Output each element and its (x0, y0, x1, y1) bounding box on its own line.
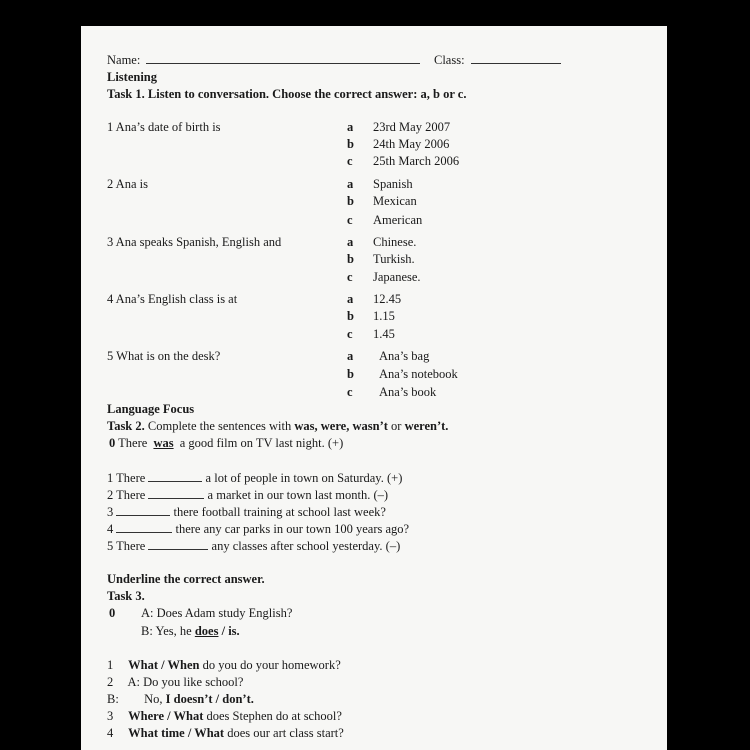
blank-2[interactable] (148, 487, 204, 499)
task1-title: Task 1. Listen to conversation. Choose the correct answer: a, b or c. (107, 87, 467, 101)
q1-option-c[interactable]: c 25th March 2006 (347, 154, 460, 168)
task2-item-5: 5 There any classes after school yesterday. (–) (107, 539, 401, 553)
name-label: Name: (107, 53, 141, 67)
example-answer: was (153, 436, 174, 450)
choice-whattime-what[interactable]: What time / What (128, 726, 225, 740)
q1-option-a[interactable]: a 23rd May 2007 (347, 120, 451, 134)
choice-what-when[interactable]: What / When (128, 658, 200, 672)
question-2: 2 Ana is (107, 177, 148, 191)
class-row (434, 53, 561, 68)
task3-item-4: 4 What time / What does our art class start? (107, 726, 344, 740)
q4-option-c[interactable]: c 1.45 (347, 327, 395, 341)
task2-example: 0 There was a good film on TV last night. (+) (109, 436, 344, 450)
task3-instruction: Underline the correct answer. (107, 572, 265, 586)
q3-option-c[interactable]: c Japanese. (347, 270, 421, 284)
q3-option-b[interactable]: b Turkish. (347, 252, 415, 266)
task3-item-2: 2 A: Do you like school? (107, 675, 244, 689)
task3-example-a: A: Does Adam study English? (141, 606, 293, 620)
task3-item-2b: B: No, I doesn’t / don’t. (107, 692, 254, 706)
q2-option-c[interactable]: c American (347, 213, 423, 227)
q4-option-b[interactable]: b 1.15 (347, 309, 395, 323)
task2-item-2: 2 There a market in our town last month. (–) (107, 488, 389, 502)
question-1: 1 Ana’s date of birth is (107, 120, 221, 134)
question-5: 5 What is on the desk? (107, 349, 221, 363)
task3-item-1: 1 What / When do you do your homework? (107, 658, 341, 672)
q2-option-a[interactable]: a Spanish (347, 177, 413, 191)
question-3: 3 Ana speaks Spanish, English and (107, 235, 282, 249)
task3-title: Task 3. (107, 589, 145, 603)
blank-3[interactable] (116, 504, 170, 516)
task2-item-1: 1 There a lot of people in town on Saturday. (+) (107, 471, 403, 485)
task2-item-4: 4 there any car parks in our town 100 years ago? (107, 522, 410, 536)
choice-where-what[interactable]: Where / What (128, 709, 204, 723)
question-4: 4 Ana’s English class is at (107, 292, 238, 306)
example-b-answer: does (194, 624, 219, 638)
q5-option-c[interactable]: c Ana’s book (347, 385, 437, 399)
task3-example-b: B: Yes, he does / is. (141, 624, 240, 638)
q5-option-b[interactable]: b Ana’s notebook (347, 367, 458, 381)
task3-item-3: 3 Where / What does Stephen do at school? (107, 709, 342, 723)
q2-option-b[interactable]: b Mexican (347, 194, 417, 208)
choice-doesnt-dont[interactable]: I doesn’t / don’t. (165, 692, 254, 706)
class-label: Class: (434, 53, 465, 67)
worksheet-page (81, 26, 667, 750)
blank-1[interactable] (148, 470, 202, 482)
blank-4[interactable] (116, 521, 172, 533)
name-row (107, 53, 420, 68)
task2-item-3: 3 there football training at school last week? (107, 505, 386, 519)
class-blank[interactable] (471, 53, 561, 64)
name-blank[interactable] (146, 53, 420, 64)
blank-5[interactable] (148, 538, 208, 550)
listening-heading: Listening (107, 70, 158, 84)
q4-option-a[interactable]: a 12.45 (347, 292, 402, 306)
task2-title: Task 2. Complete the sentences with was, were, wasn’t or weren’t. (107, 419, 449, 433)
task3-example-number: 0 (109, 606, 116, 620)
q3-option-a[interactable]: a Chinese. (347, 235, 417, 249)
q1-option-b[interactable]: b 24th May 2006 (347, 137, 450, 151)
language-focus-heading: Language Focus (107, 402, 195, 416)
q5-option-a[interactable]: a Ana’s bag (347, 349, 430, 363)
